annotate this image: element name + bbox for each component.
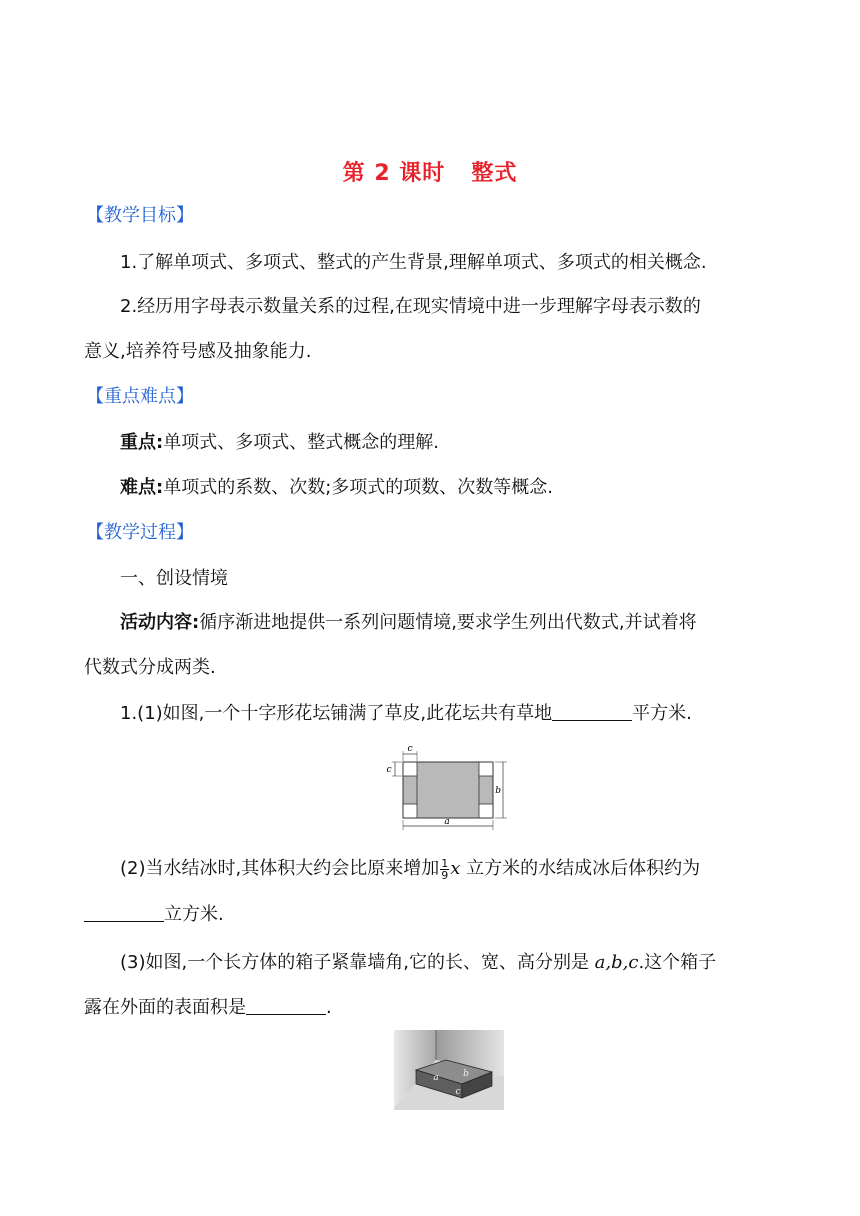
section-keypoints-heading: 【重点难点】 bbox=[86, 386, 194, 407]
question-3-text-cont: 这个箱子 bbox=[644, 952, 717, 973]
fraction-one-ninth bbox=[440, 858, 449, 881]
difficult-text: 单项式的系数、次数;多项式的项数、次数等概念. bbox=[163, 477, 553, 498]
question-2-unit: 立方米. bbox=[164, 904, 224, 925]
question-2 bbox=[120, 856, 700, 882]
fraction-numerator: 1 bbox=[441, 856, 449, 870]
question-1 bbox=[120, 701, 692, 727]
activity-label: 活动内容: bbox=[120, 612, 200, 633]
activity-line-2: 代数式分成两类. bbox=[84, 657, 216, 678]
variables-abc: a,b,c. bbox=[594, 952, 645, 973]
lesson-number: 第 2 课时 bbox=[342, 161, 446, 186]
question-3-line-2 bbox=[84, 995, 332, 1021]
section-process-heading: 【教学过程】 bbox=[86, 522, 194, 543]
goal-item-2-line-1: 2.经历用字母表示数量关系的过程,在现实情境中进一步理解字母表示数的 bbox=[120, 296, 701, 317]
question-2-text-cont: 立方米的水结成冰后体积约为 bbox=[460, 858, 701, 879]
figure1-label-c-top: c bbox=[407, 744, 413, 754]
difficult-label: 难点: bbox=[120, 477, 164, 498]
lesson-topic: 整式 bbox=[471, 161, 518, 186]
key-text: 单项式、多项式、整式概念的理解. bbox=[163, 432, 439, 453]
question-3-line-2-text: 露在外面的表面积是 bbox=[84, 997, 246, 1018]
key-label: 重点: bbox=[120, 432, 164, 453]
question-3-end: . bbox=[326, 997, 332, 1018]
question-2-line-2 bbox=[84, 902, 224, 928]
question-1-unit: 平方米. bbox=[632, 703, 692, 724]
figure1-label-b: b bbox=[495, 786, 501, 796]
section-goals-heading: 【教学目标】 bbox=[86, 205, 194, 226]
difficult-point bbox=[120, 475, 553, 501]
goal-item-2-line-2: 意义,培养符号感及抽象能力. bbox=[84, 341, 312, 362]
question-2-text: (2)当水结冰时,其体积大约会比原来增加 bbox=[120, 858, 440, 879]
fraction-denominator: 9 bbox=[441, 868, 449, 882]
box-in-corner-figure bbox=[394, 1030, 504, 1110]
page-title bbox=[0, 156, 860, 187]
answer-blank bbox=[84, 903, 164, 922]
figure2-label-b: b bbox=[463, 1069, 469, 1079]
question-3 bbox=[120, 950, 716, 976]
step-1-heading: 一、创设情境 bbox=[120, 568, 228, 589]
activity-line-1 bbox=[120, 610, 697, 636]
answer-blank bbox=[246, 996, 326, 1015]
figure2-label-a: a bbox=[433, 1073, 439, 1083]
variable-x: x bbox=[450, 858, 461, 879]
figure2-label-c: c bbox=[455, 1087, 461, 1097]
goal-item-1: 1.了解单项式、多项式、整式的产生背景,理解单项式、多项式的相关概念. bbox=[120, 252, 707, 273]
figure1-label-a: a bbox=[444, 817, 450, 827]
question-1-text: 1.(1)如图,一个十字形花坛铺满了草皮,此花坛共有草地 bbox=[120, 703, 553, 724]
figure1-label-c-left: c bbox=[386, 765, 392, 775]
question-3-text: (3)如图,一个长方体的箱子紧靠墙角,它的长、宽、高分别是 bbox=[120, 952, 595, 973]
key-point bbox=[120, 430, 439, 456]
cross-flowerbed-figure bbox=[385, 742, 517, 832]
activity-text: 循序渐进地提供一系列问题情境,要求学生列出代数式,并试着将 bbox=[199, 612, 697, 633]
answer-blank bbox=[552, 702, 632, 721]
